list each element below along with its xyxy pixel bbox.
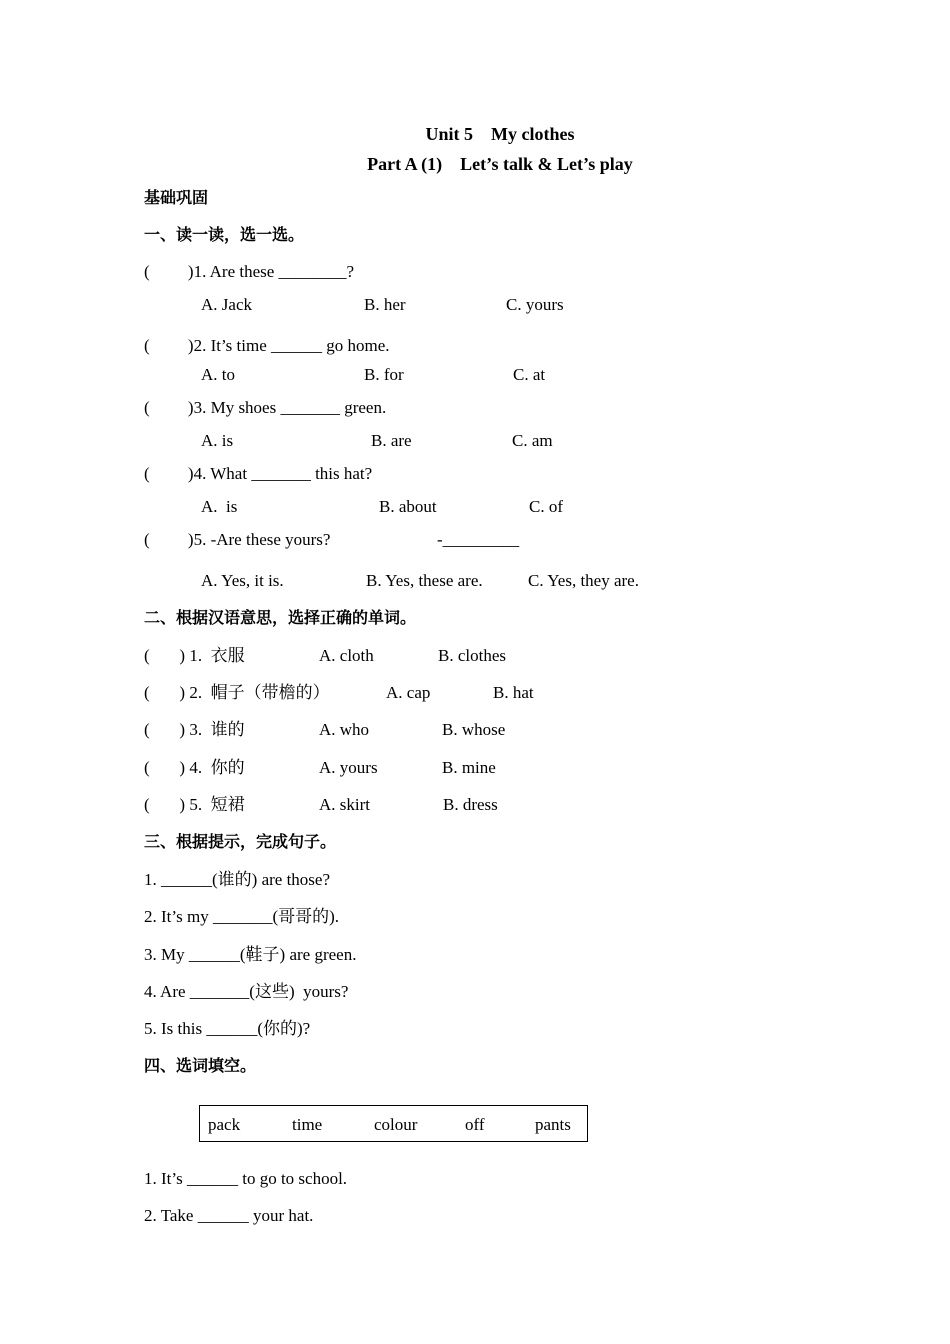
- fill-sentence: 5. Is this ______(你的)?: [144, 1019, 311, 1038]
- option-b: B. about: [379, 497, 437, 516]
- fill-sentence: 3. My ______(鞋子) are green.: [144, 945, 357, 964]
- option-b: B. mine: [442, 758, 496, 777]
- fill-sentence: 2. Take ______ your hat.: [144, 1206, 314, 1225]
- section-4-heading: 四、选词填空。: [144, 1056, 257, 1075]
- option-a: A. Yes, it is.: [201, 571, 284, 590]
- page-subtitle: Part A (1) Let’s talk & Let’s play: [367, 154, 633, 174]
- question-stem: ( )2. It’s time ______ go home.: [144, 336, 390, 355]
- question-stem: ( )1. Are these ________?: [144, 262, 355, 281]
- option-a: A. is: [201, 431, 234, 450]
- word-bank-item: time: [292, 1115, 323, 1134]
- question-stem: ( ) 1. 衣服: [144, 646, 245, 665]
- page-title: Unit 5 My clothes: [425, 124, 575, 144]
- option-b: B. whose: [442, 720, 506, 739]
- question-stem: ( )5. -Are these yours?: [144, 530, 331, 549]
- option-c: C. at: [513, 365, 546, 384]
- word-bank: [199, 1105, 588, 1142]
- option-b: B. clothes: [438, 646, 506, 665]
- option-b: B. dress: [443, 795, 498, 814]
- section-3-heading: 三、根据提示，完成句子。: [144, 832, 337, 851]
- option-c: C. am: [512, 431, 553, 450]
- question-stem: ( ) 4. 你的: [144, 758, 245, 777]
- option-c: C. of: [529, 497, 563, 516]
- question-stem: ( )4. What _______ this hat?: [144, 464, 373, 483]
- question-stem: ( ) 5. 短裙: [144, 795, 245, 814]
- question-stem: ( ) 2. 帽子（带檐的）: [144, 683, 330, 702]
- option-a: A. is: [201, 497, 238, 516]
- option-a: A. cloth: [319, 646, 374, 665]
- option-b: B. her: [364, 295, 406, 314]
- fill-sentence: 1. It’s ______ to go to school.: [144, 1169, 348, 1188]
- option-a: A. who: [319, 720, 370, 739]
- word-bank-item: pack: [208, 1115, 241, 1134]
- option-a: A. cap: [386, 683, 431, 702]
- fill-sentence: 2. It’s my _______(哥哥的).: [144, 907, 340, 926]
- question-stem: ( ) 3. 谁的: [144, 720, 245, 739]
- answer-blank: -_________: [437, 530, 520, 549]
- option-b: B. hat: [493, 683, 534, 702]
- option-b: B. Yes, these are.: [366, 571, 483, 590]
- section-2-heading: 二、根据汉语意思，选择正确的单词。: [144, 608, 417, 627]
- question-stem: ( )3. My shoes _______ green.: [144, 398, 387, 417]
- option-a: A. Jack: [201, 295, 252, 314]
- option-b: B. are: [371, 431, 412, 450]
- section-label: 基础巩固: [144, 188, 209, 207]
- option-c: C. yours: [506, 295, 564, 314]
- fill-sentence: 4. Are _______(这些) yours?: [144, 982, 349, 1001]
- option-c: C. Yes, they are.: [528, 571, 639, 590]
- option-a: A. yours: [319, 758, 378, 777]
- word-bank-item: off: [465, 1115, 485, 1134]
- option-a: A. skirt: [319, 795, 370, 814]
- word-bank-item: pants: [535, 1115, 571, 1134]
- section-1-heading: 一、读一读，选一选。: [144, 225, 305, 244]
- option-a: A. to: [201, 365, 235, 384]
- fill-sentence: 1. ______(谁的) are those?: [144, 870, 331, 889]
- word-bank-item: colour: [374, 1115, 418, 1134]
- option-b: B. for: [364, 365, 404, 384]
